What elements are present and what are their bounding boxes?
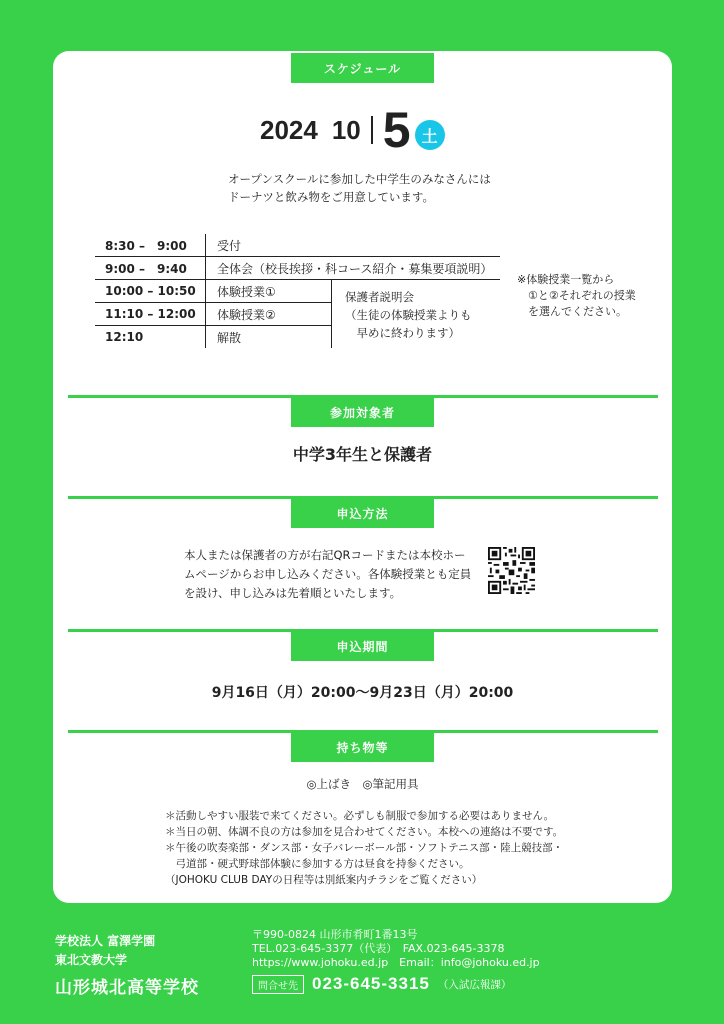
note-line: ①と②それぞれの授業 [517, 289, 636, 302]
schedule-divider [95, 256, 500, 257]
date-month: 10 [331, 114, 361, 145]
intro-line: ドーナツと飲み物をご用意しています。 [228, 190, 434, 204]
apply-method-text [184, 546, 484, 603]
note-line: ＊活動しやすい服装で来てください。必ずしも制服で参加する必要はありません。 [165, 810, 555, 822]
schedule-event: 受付 [217, 238, 242, 253]
intro-text [228, 170, 491, 206]
schedule-event: 体験授業① [217, 284, 276, 299]
target-value: 中学3年生と保護者 [292, 445, 433, 464]
schedule-divider [95, 279, 500, 280]
date-year: 2024 [260, 114, 318, 145]
schedule-time: 9:00 – 9:40 [105, 261, 187, 276]
apply-line: を設け、申し込みは先着順といたします。 [184, 586, 402, 600]
note-line: （JOHOKU CLUB DAYの日程等は別紙案内チラシをご覧ください） [165, 874, 483, 886]
web-email[interactable]: https://www.johoku.ed.jp Email：info@johoku.ed.jp [252, 956, 540, 969]
school-name: 山形城北高等学校 [55, 978, 199, 998]
schedule-divider [95, 302, 331, 303]
schedule-event: 体験授業② [217, 307, 276, 322]
org-name: 学校法人 富澤学園 [55, 934, 156, 948]
parent-session-note: 早めに終わります） [345, 326, 460, 340]
note-line: ※体験授業一覧から [517, 273, 615, 286]
apply-line: ムページからお申し込みください。各体験授業とも定員 [184, 567, 472, 581]
belongings-tag: 持ち物等 [291, 732, 434, 762]
schedule-row [95, 257, 500, 279]
schedule-event: 解散 [217, 330, 242, 345]
schedule-time: 10:00 – 10:50 [105, 284, 196, 298]
event-date [260, 100, 445, 160]
inquiry-contact [252, 974, 511, 994]
schedule-event: 全体会（校長挨拶・科コース紹介・募集要項説明） [217, 261, 493, 276]
parent-session [345, 288, 472, 342]
contact-badge: 問合せ先 [252, 975, 304, 994]
belongings-items: ◎上ばき ◎筆記用具 [306, 777, 419, 791]
note-line: ＊当日の朝、体調不良の方は参加を見合わせてください。本校への連絡は不要です。 [165, 826, 564, 838]
belongings-notes [165, 808, 563, 888]
address: 〒990-0824 山形市肴町1番13号 [252, 928, 418, 941]
date-day: 5 [382, 102, 411, 158]
parent-session-title: 保護者説明会 [345, 290, 414, 304]
note-line: 弓道部・硬式野球部体験に参加する方は昼食を持参ください。 [165, 858, 470, 870]
qr-code[interactable] [488, 547, 535, 594]
tel-fax: TEL.023-645-3377（代表） FAX.023-645-3378 [252, 942, 505, 955]
date-divider [371, 116, 373, 144]
apply-line: 本人または保護者の方が右記QRコードまたは本校ホー [184, 548, 466, 562]
note-line: ＊午後の吹奏楽部・ダンス部・女子バレーボール部・ソフトテニス部・陸上競技部・ [165, 842, 564, 854]
school-identity [55, 932, 199, 998]
period-tag: 申込期間 [291, 631, 434, 661]
schedule-row [95, 234, 500, 256]
apply-method-tag: 申込方法 [291, 498, 434, 528]
period-value: 9月16日（月）20:00～9月23日（月）20:00 [211, 685, 514, 701]
contact-phone[interactable]: 023-645-3315 [312, 974, 430, 993]
intro-line: オープンスクールに参加した中学生のみなさんには [228, 172, 491, 186]
schedule-tag: スケジュール [291, 53, 434, 83]
school-contact-info [252, 928, 540, 970]
university-name: 東北文教大学 [55, 953, 128, 967]
schedule-note [517, 272, 636, 320]
schedule-time: 12:10 [105, 330, 144, 344]
schedule-divider [95, 325, 331, 326]
note-line: を選んでください。 [517, 305, 627, 318]
schedule-column-divider [331, 279, 332, 348]
parent-session-note: （生徒の体験授業よりも [345, 308, 472, 322]
schedule-time: 8:30 – 9:00 [105, 238, 187, 253]
date-weekday-badge: 土 [415, 120, 445, 150]
contact-dept: （入試広報課） [437, 978, 512, 991]
target-tag: 参加対象者 [291, 397, 434, 427]
schedule-column-divider [205, 234, 206, 348]
schedule-time: 11:10 – 12:00 [105, 307, 196, 321]
